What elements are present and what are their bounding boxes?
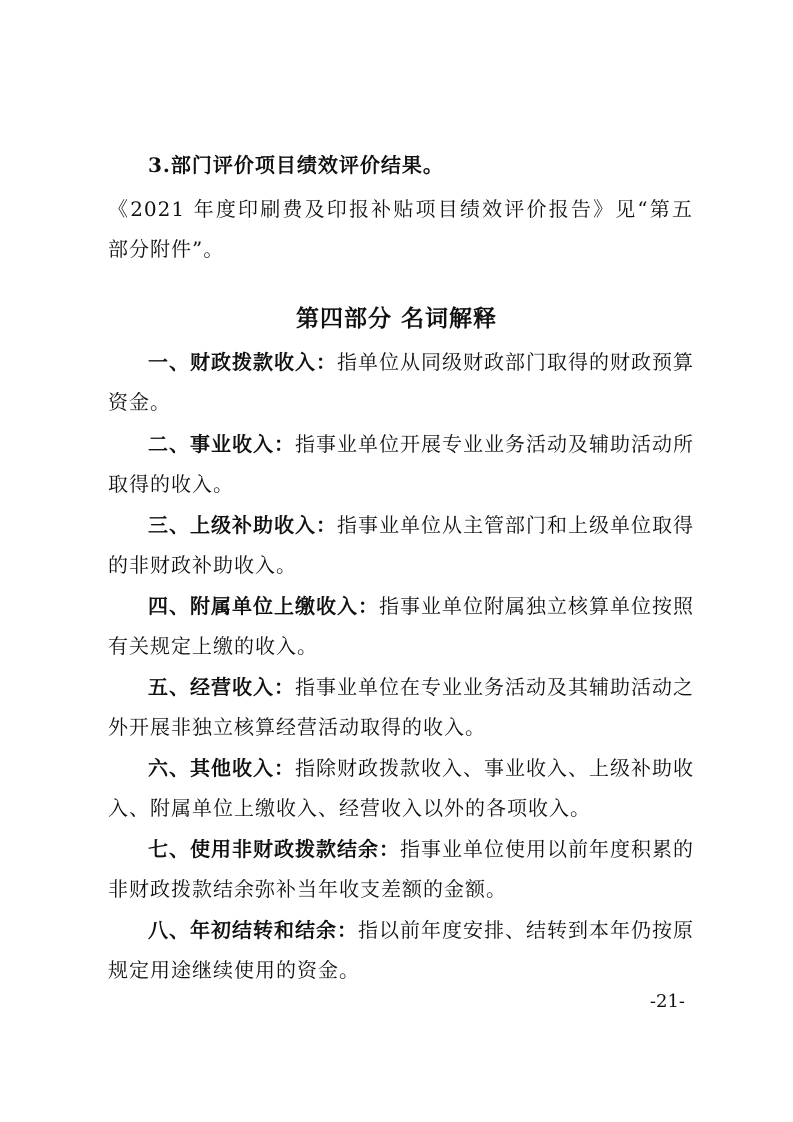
term-label: 六、其他收入： [148, 756, 295, 780]
term-line [148, 511, 693, 539]
term-definition: 指除财政拨款收入、事业收入、上级补助收 [295, 756, 694, 780]
term-continuation: 的非财政补助收入。 [108, 553, 297, 577]
term-continuation: 有关规定上缴的收入。 [108, 634, 318, 658]
paragraph-line: 《2021 年度印刷费及印报补贴项目绩效评价报告》见“第五 [108, 197, 693, 221]
page-number: -21- [649, 991, 685, 1012]
term-definition: 指事业单位在专业业务活动及其辅助活动之 [295, 675, 694, 699]
term-label: 五、经营收入： [148, 675, 295, 699]
term-label: 七、使用非财政拨款结余： [148, 837, 400, 861]
part-title: 第四部分 名词解释 [295, 305, 497, 332]
term-definition: 指事业单位从主管部门和上级单位取得 [337, 513, 694, 537]
term-line [148, 430, 693, 458]
term-label: 四、附属单位上缴收入： [148, 594, 379, 618]
term-continuation: 资金。 [108, 390, 171, 414]
term-label: 三、上级补助收入： [148, 513, 337, 537]
term-line [148, 916, 693, 944]
term-label: 一、财政拨款收入： [148, 350, 337, 374]
section-heading: 3.部门评价项目绩效评价结果。 [148, 153, 444, 177]
term-line [148, 754, 693, 782]
term-definition: 指以前年度安排、结转到本年仍按原 [358, 918, 694, 942]
term-definition: 指事业单位附属独立核算单位按照 [379, 594, 694, 618]
term-continuation: 取得的收入。 [108, 472, 234, 496]
term-label: 二、事业收入： [148, 432, 295, 456]
term-continuation: 规定用途继续使用的资金。 [108, 958, 360, 982]
term-definition: 指事业单位使用以前年度积累的 [400, 837, 694, 861]
term-line [148, 348, 693, 376]
term-line [148, 835, 693, 863]
term-continuation: 非财政拨款结余弥补当年收支差额的金额。 [108, 877, 507, 901]
term-definition: 指事业单位开展专业业务活动及辅助活动所 [295, 432, 694, 456]
term-line [148, 673, 693, 701]
paragraph-line: 部分附件”。 [108, 237, 225, 261]
term-label: 八、年初结转和结余： [148, 918, 358, 942]
term-continuation: 入、附属单位上缴收入、经营收入以外的各项收入。 [108, 796, 591, 820]
term-definition: 指单位从同级财政部门取得的财政预算 [337, 350, 694, 374]
term-line [148, 592, 693, 620]
term-continuation: 外开展非独立核算经营活动取得的收入。 [108, 715, 486, 739]
